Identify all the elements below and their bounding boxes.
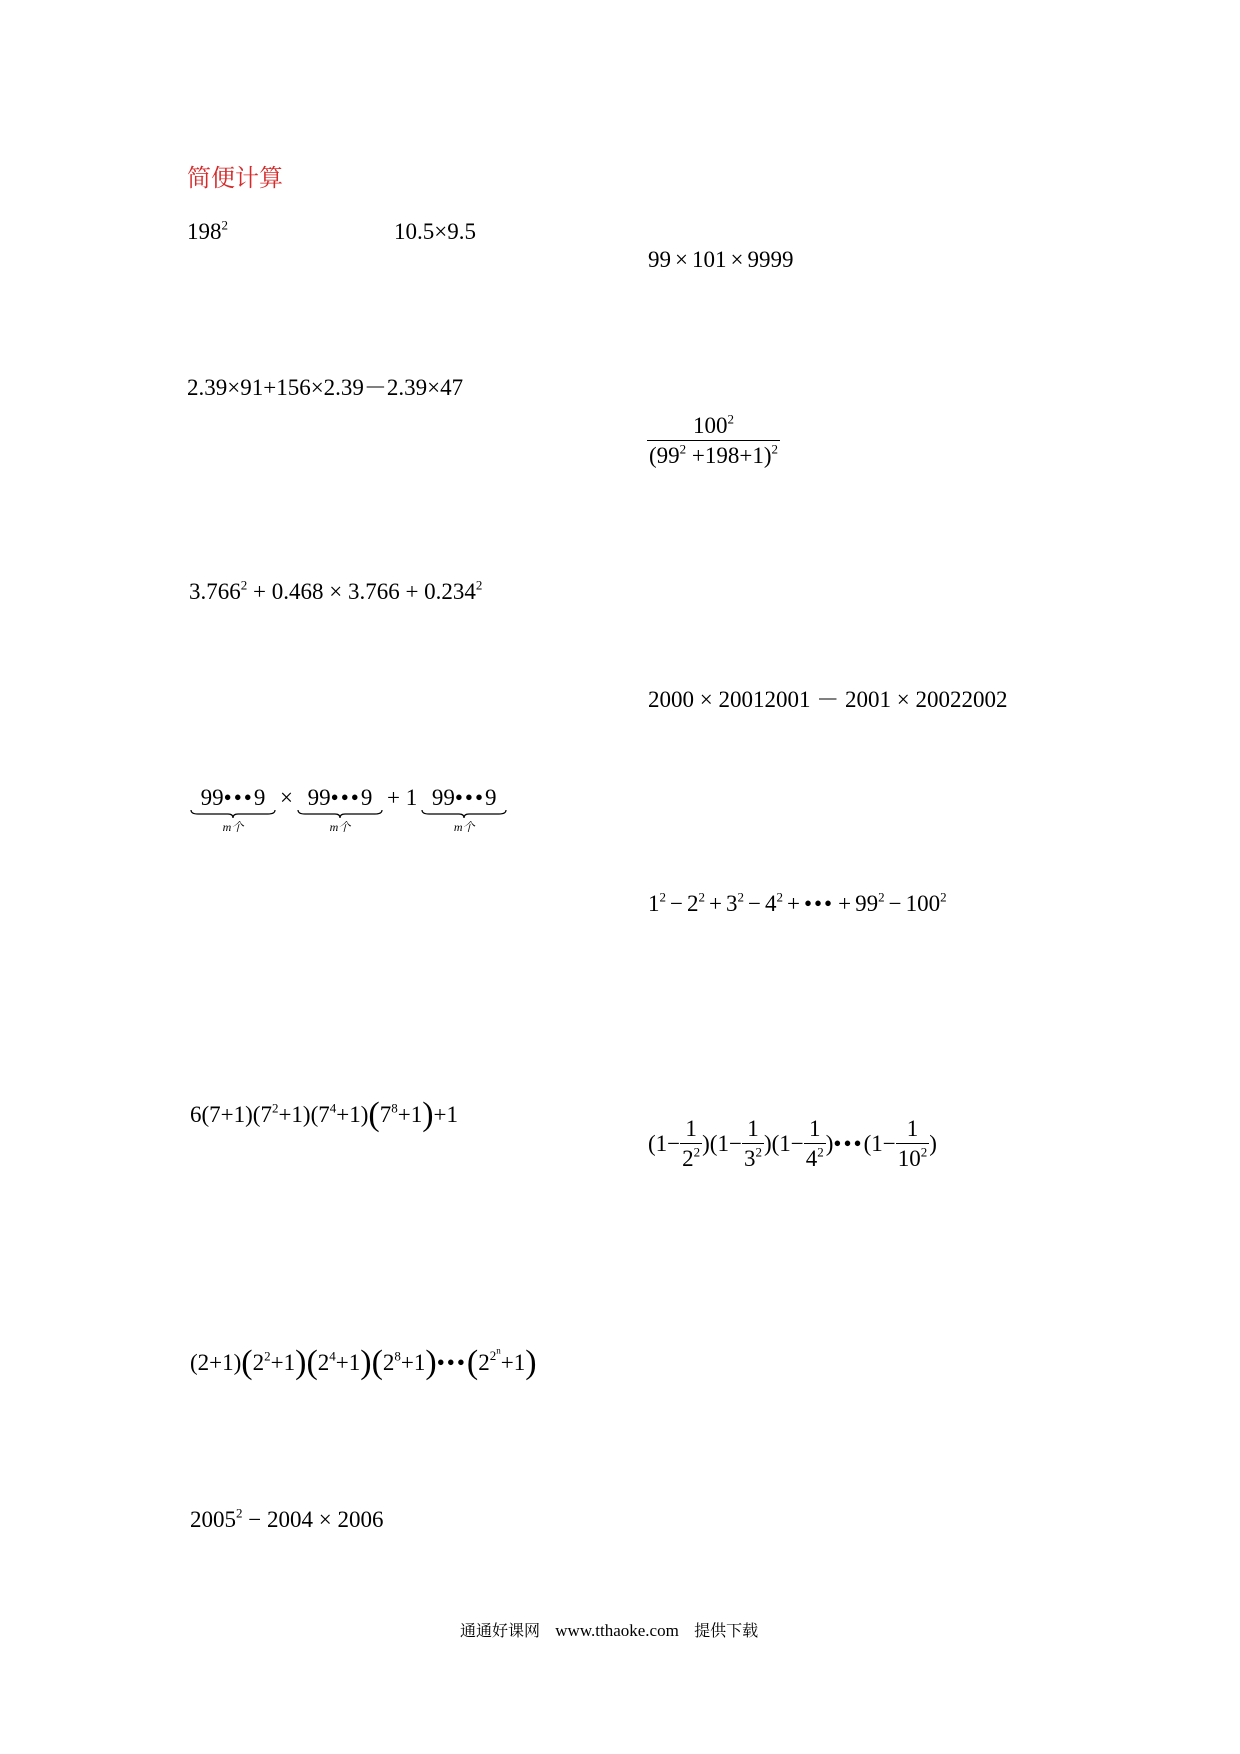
p8-label-3: m个	[453, 820, 475, 834]
p10-tail: +1	[433, 1102, 459, 1127]
p8-last-1: 9	[253, 785, 266, 810]
p11-frac-4	[896, 1117, 930, 1170]
p11-den-1: 2	[682, 1146, 694, 1171]
p13-base: 2005	[190, 1507, 236, 1532]
problem-6	[189, 577, 483, 604]
problem-7: 2000 × 20012001 － 2001 × 20022002	[648, 687, 1008, 712]
problem-8	[190, 786, 507, 835]
p10-e2: 4	[329, 1100, 337, 1116]
p12-plus2: +1	[335, 1350, 361, 1375]
p9-t2: 2	[686, 891, 699, 916]
p12-first: (2+1)	[190, 1350, 242, 1375]
p11-den-2: 3	[743, 1146, 756, 1171]
problem-2: 10.5×9.5	[394, 219, 476, 244]
p5-den-exp2: 2	[771, 441, 779, 457]
footer-site-name: 通通好课网	[460, 1621, 541, 1640]
p12-b1: 2	[252, 1350, 265, 1375]
p11-exp-3: 2	[817, 1144, 824, 1160]
p10-b3: 7	[379, 1102, 392, 1127]
p8-group-2	[297, 786, 383, 833]
p11-num-2: 1	[742, 1117, 764, 1144]
p6-e1: 2	[240, 577, 248, 593]
footer-url[interactable]: www.tthaoke.com	[555, 1621, 679, 1640]
p12-lp1: (	[241, 1344, 253, 1381]
problem-5	[647, 411, 780, 468]
p9-e1: 2	[659, 889, 666, 905]
p12-e1: 2	[264, 1348, 271, 1364]
p12-b3: 2	[382, 1350, 395, 1375]
p3-op2: ×	[730, 247, 744, 272]
p8-label-2: m个	[329, 820, 351, 834]
p5-den-exp1: 2	[679, 441, 687, 457]
p12-e4-n: n	[496, 1345, 501, 1356]
underbrace-2	[297, 809, 383, 819]
p11-frac-2	[742, 1117, 764, 1170]
problem-11: (1− $\frac{1}{2^2}$ )(1− $\frac{1}{3^2}$ )(1− $\frac{1}{4^2}$ )•••(1− $\frac{1}{10^2}$ )	[648, 1116, 937, 1171]
p8-dots-3: •••	[454, 785, 486, 810]
p10-mid2: +1)	[336, 1102, 369, 1127]
p10-e3: 8	[391, 1100, 398, 1116]
p8-dots-2: •••	[330, 785, 361, 810]
p5-fraction	[647, 411, 780, 468]
p10-lead: 6(7+1)(7	[190, 1102, 272, 1127]
p11-den-4: 10	[897, 1146, 921, 1171]
problem-10	[190, 1098, 458, 1132]
p8-plus: + 1	[386, 785, 418, 810]
underbrace-1	[190, 809, 276, 819]
problem-12	[190, 1346, 537, 1380]
p11-frac-1	[680, 1117, 702, 1170]
p3-op1: ×	[675, 247, 688, 272]
p8-digits-2: 99	[307, 785, 331, 810]
p12-b4: 2	[478, 1350, 490, 1375]
p12-plus3: +1	[400, 1350, 426, 1375]
p10-mid3: +1	[397, 1102, 423, 1127]
p12-lp3: (	[371, 1344, 383, 1381]
p8-label-1: m个	[222, 820, 244, 834]
problem-4: 2.39×91+156×2.39－2.39×47	[187, 375, 464, 400]
p10-rparen: )	[422, 1096, 434, 1133]
p8-digits-3: 99	[431, 785, 455, 810]
p12-lp4: (	[466, 1344, 479, 1381]
p9-t3: 3	[725, 891, 738, 916]
p12-e2: 4	[329, 1348, 336, 1364]
p5-numerator	[647, 411, 780, 441]
p9-t1: 1	[648, 891, 660, 916]
p8-group-1	[190, 786, 276, 833]
p6-e2: 2	[475, 577, 483, 593]
p9-t6: 100	[905, 891, 941, 916]
p12-b2: 2	[317, 1350, 330, 1375]
p8-dots-1: •••	[223, 785, 254, 810]
p9-e5: 2	[878, 889, 885, 905]
p8-group-3	[421, 786, 507, 833]
problem-13	[190, 1505, 384, 1532]
p12-rp2: )	[360, 1344, 372, 1381]
p8-last-3: 9	[485, 785, 497, 810]
p11-exp-2: 2	[755, 1144, 762, 1160]
p9-e2: 2	[698, 889, 705, 905]
problem-9: $1^2 - 2^2 + 3^2 - 4^2$ + ••• + $99^2 - 100^2$	[648, 889, 947, 916]
p3-c: 9999	[747, 247, 794, 272]
problem-1	[187, 217, 228, 244]
p9-t4: 4	[764, 891, 777, 916]
p9-dots: •••	[803, 891, 835, 916]
p12-lp2: (	[306, 1344, 318, 1381]
p8-last-2: 9	[360, 785, 373, 810]
p8-digits-1: 99	[200, 785, 224, 810]
p12-plus1: +1	[270, 1350, 296, 1375]
p9-e6: 2	[940, 889, 947, 905]
p13-exp: 2	[236, 1505, 243, 1521]
p11-num-4: 1	[896, 1117, 930, 1144]
underbrace-3	[421, 809, 507, 819]
p6-a: 3.766	[189, 579, 241, 604]
p8-times: ×	[280, 785, 293, 810]
page-footer	[460, 1622, 758, 1639]
p11-exp-1: 2	[693, 1144, 701, 1160]
p5-num-exp: 2	[727, 411, 735, 427]
p13-rest: − 2004 × 2006	[248, 1507, 384, 1532]
p11-frac-3	[804, 1117, 826, 1170]
p1-base: 198	[187, 219, 222, 244]
footer-download-text: 提供下载	[694, 1621, 759, 1640]
p3-b: 101	[691, 247, 727, 272]
p10-lparen: (	[368, 1096, 380, 1133]
p5-den-open: (99	[649, 443, 680, 468]
p11-dots: •••	[833, 1131, 864, 1156]
p9-e4: 2	[776, 889, 783, 905]
p12-rp3: )	[425, 1344, 437, 1381]
p12-rp1: )	[295, 1344, 307, 1381]
page-title: 简便计算	[187, 164, 283, 192]
p11-den-3: 4	[805, 1146, 818, 1171]
p12-plus4: +1	[500, 1350, 526, 1375]
p1-exp: 2	[221, 217, 228, 233]
p11-exp-4: 2	[920, 1144, 928, 1160]
p9-e3: 2	[737, 889, 744, 905]
p5-denominator	[647, 441, 780, 467]
p3-a: 99	[648, 247, 671, 272]
p10-e1: 2	[271, 1100, 279, 1116]
p10-mid1: +1)(7	[278, 1102, 330, 1127]
p12-e4-base: 2	[489, 1348, 497, 1364]
p12-dots: •••	[436, 1350, 467, 1375]
p5-den-mid: +198+1)	[691, 443, 772, 468]
p6-b: + 0.468 × 3.766 + 0.234	[253, 579, 476, 604]
p11-num-1: 1	[680, 1117, 702, 1144]
p12-rp4: )	[525, 1344, 537, 1381]
p12-e3: 8	[394, 1348, 401, 1364]
problem-3	[648, 248, 793, 271]
p5-num-base: 100	[693, 413, 728, 438]
p11-num-3: 1	[804, 1117, 826, 1144]
p9-t5: 99	[855, 891, 879, 916]
